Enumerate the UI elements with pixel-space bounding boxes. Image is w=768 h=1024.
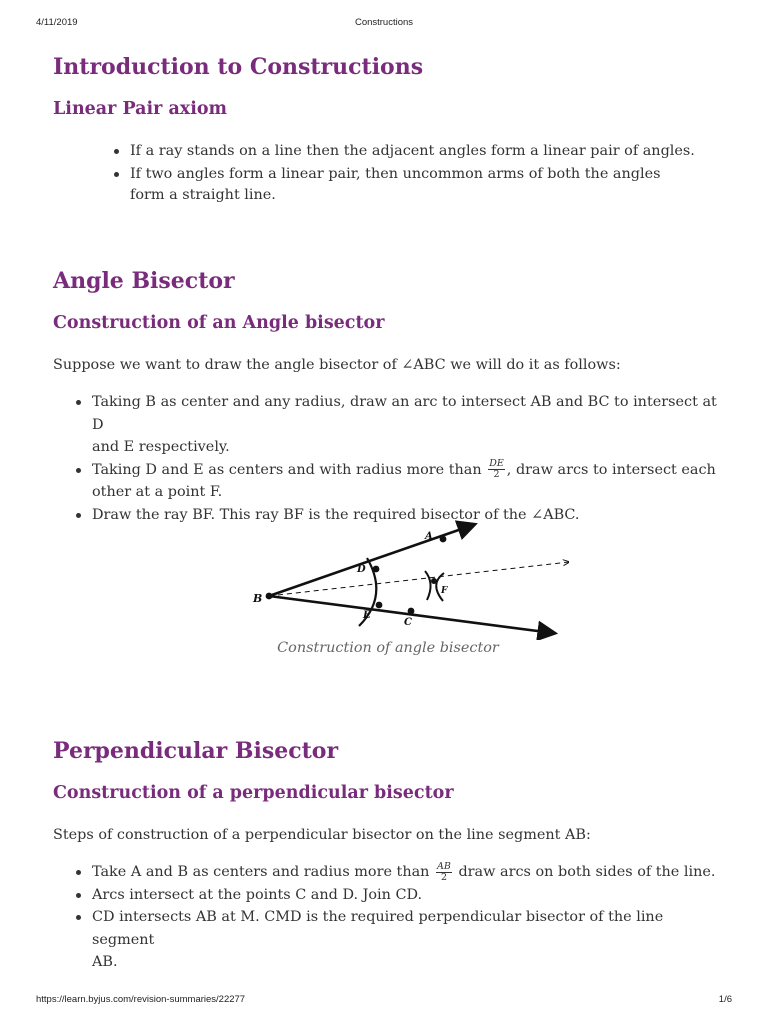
list-item: If a ray stands on a line then the adjacent angles form a linear pair of angles.	[130, 140, 695, 163]
list-item-continuation: form a straight line.	[130, 187, 276, 203]
heading-angle-bisector: Angle Bisector	[53, 268, 235, 294]
subheading-construction-angle-bisector: Construction of an Angle bisector	[53, 313, 385, 333]
fraction-ab-over-2: $\frac{AB}{2}$	[437, 860, 451, 883]
arc-f-1	[425, 571, 431, 600]
list-item: Arcs intersect at the points C and D. Join CD.	[92, 884, 723, 907]
label-e: E	[363, 610, 371, 621]
list-item: Draw the ray BF. This ray BF is the required bisector of the ∠ABC.	[92, 504, 723, 527]
label-a: A	[425, 531, 433, 542]
list-item: Taking D and E as centers and with radius more than $\frac{DE}{2}$ , draw arcs to intersect each other at a point F.	[92, 459, 723, 504]
label-d: D	[357, 564, 366, 575]
linear-pair-list	[130, 140, 695, 185]
heading-perpendicular-bisector: Perpendicular Bisector	[53, 738, 339, 764]
print-page-number: 1/6	[718, 994, 732, 1005]
list-item: Taking B as center and any radius, draw an arc to intersect AB and BC to intersect at D and E respectively.	[92, 391, 723, 459]
list-item: Take A and B as centers and radius more than $\frac{AB}{2}$ draw arcs on both sides of the line.	[92, 861, 723, 884]
point-e	[376, 602, 383, 609]
print-date: 4/11/2019	[36, 17, 78, 28]
label-f: F	[441, 586, 448, 596]
heading-introduction: Introduction to Constructions	[53, 54, 424, 80]
figure-caption: Construction of angle bisector	[277, 640, 499, 656]
print-footer	[36, 994, 732, 1005]
list-item: CD intersects AB at M. CMD is the required perpendicular bisector of the line segment AB.	[92, 906, 723, 974]
label-b: B	[253, 592, 263, 605]
point-d	[373, 566, 380, 573]
fraction-de-over-2: $\frac{DE}{2}$	[489, 458, 504, 480]
print-url: https://learn.byjus.com/revision-summaries/22277	[36, 994, 246, 1005]
point-b	[266, 593, 273, 600]
angle-bisector-steps	[92, 391, 723, 526]
list-item: If two angles form a linear pair, then uncommon arms of both the angles	[130, 163, 695, 186]
label-c: C	[404, 617, 412, 628]
print-header	[36, 17, 732, 28]
point-a	[440, 536, 447, 543]
point-f	[431, 578, 437, 584]
angle-bisector-intro: Suppose we want to draw the angle bisector of ∠ABC we will do it as follows:	[53, 357, 621, 373]
perp-bisector-intro: Steps of construction of a perpendicular bisector on the line segment AB:	[53, 827, 591, 843]
print-title: Constructions	[354, 17, 414, 28]
angle-bisector-figure	[249, 518, 569, 640]
subheading-linear-pair: Linear Pair axiom	[53, 99, 228, 119]
perp-bisector-steps	[92, 861, 723, 974]
point-c	[408, 608, 415, 615]
subheading-construction-perp-bisector: Construction of a perpendicular bisector	[53, 783, 454, 803]
